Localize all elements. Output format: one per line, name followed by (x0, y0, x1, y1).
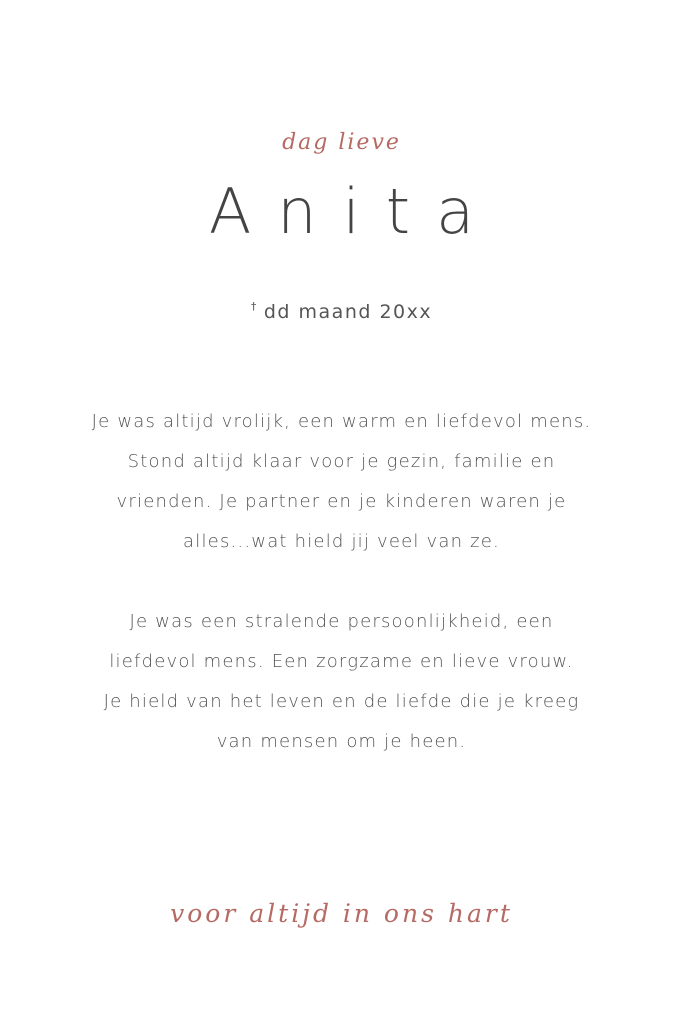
closing-text: voor altijd in ons hart (170, 899, 513, 928)
paragraph-line: vrienden. Je partner en je kinderen waren je (116, 491, 567, 512)
paragraph-line: van mensen om je heen. (216, 731, 467, 752)
paragraph-line: Je hield van het leven en de liefde die je kreeg (103, 691, 580, 712)
paragraph-line: Je was een stralende persoonlijkheid, een (129, 611, 554, 632)
paragraph-2 (40, 602, 643, 762)
paragraph-line: liefdevol mens. Een zorgzame en lieve vrouw. (109, 651, 574, 672)
date-line (0, 292, 683, 327)
deceased-name: Anita (208, 175, 501, 248)
cross-icon: † (250, 300, 258, 313)
paragraph-1 (40, 402, 643, 562)
date-text: dd maand 20xx (263, 301, 433, 323)
intro-text: dag lieve (282, 130, 401, 155)
paragraph-line: Stond altijd klaar voor je gezin, familie en (127, 451, 556, 472)
paragraph-line: alles...wat hield jij veel van ze. (183, 531, 500, 552)
paragraph-line: Je was altijd vrolijk, een warm en liefdevol mens. (91, 411, 592, 432)
